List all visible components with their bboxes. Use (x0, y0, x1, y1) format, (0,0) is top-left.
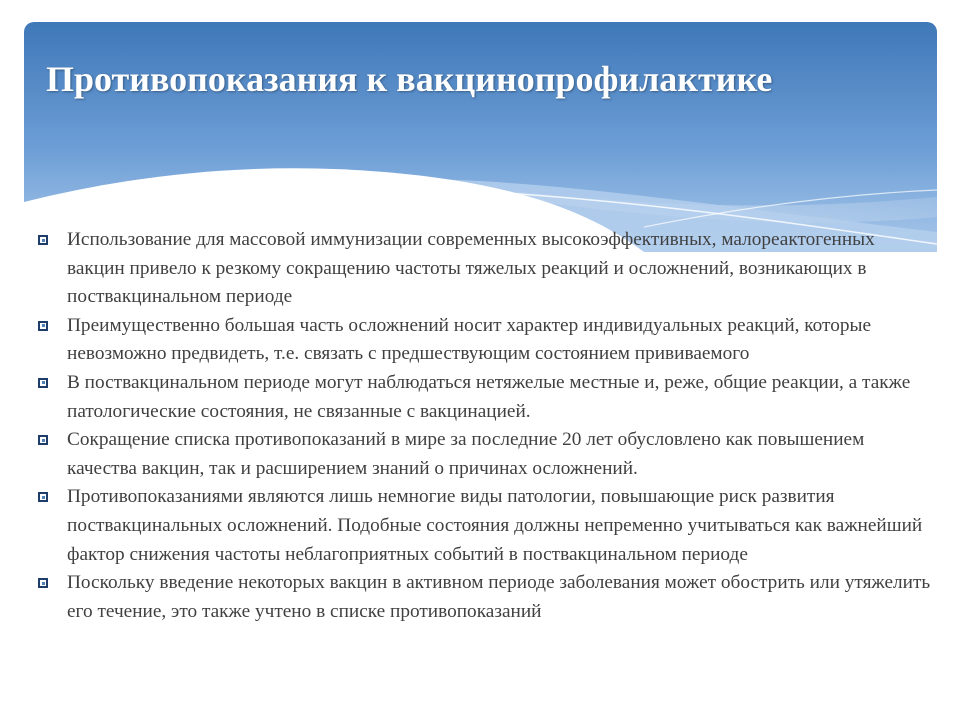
list-item (34, 369, 934, 426)
slide-title: Противопоказания к вакцинопрофилактике (46, 59, 773, 99)
list-item (34, 312, 934, 369)
list-item (34, 569, 934, 626)
list-item-text: Поскольку введение некоторых вакцин в активном периоде заболевания может обострить или утяжелить его течение, это также учтено в списке противопоказаний (67, 572, 931, 622)
list-item-text: В поствакцинальном периоде могут наблюдаться нетяжелые местные и, реже, общие реакции, а также патологические состояния, не связанные с вакцинацией. (67, 371, 911, 422)
list-item-text: Использование для массовой иммунизации современных высокоэффективных, малореактогенных вакцин привело к резкому сокращению частоты тяжелых реакций и осложнений, возникающих в поствакцинальном периоде (67, 229, 875, 308)
list-item-text: Сокращение списка противопоказаний в мире за последние 20 лет обусловлено как повышением качества вакцин, так и расширением знаний о причинах осложнений. (67, 429, 865, 479)
list-item-text: Преимущественно большая часть осложнений носит характер индивидуальных реакций, которые невозможно предвидеть, т.е. связать с предшествующим состоянием прививаемого (67, 314, 872, 365)
square-bullet-icon (38, 378, 48, 388)
wave-background (24, 22, 937, 252)
square-bullet-icon (38, 321, 48, 331)
list-item-text: Противопоказаниями являются лишь немногие виды патологии, повышающие риск развития поствакцинальных осложнений. Подобные состояния должны непременно учитываться как важнейший фактор снижения частоты неблагоприятных событий в поствакцинальном периоде (67, 486, 923, 565)
square-bullet-icon (38, 235, 48, 245)
bullet-list (34, 226, 934, 626)
list-item (34, 426, 934, 483)
square-bullet-icon (38, 492, 48, 502)
title-banner (24, 22, 937, 252)
square-bullet-icon (38, 435, 48, 445)
list-item (34, 226, 934, 312)
list-item (34, 483, 934, 569)
square-bullet-icon (38, 578, 48, 588)
